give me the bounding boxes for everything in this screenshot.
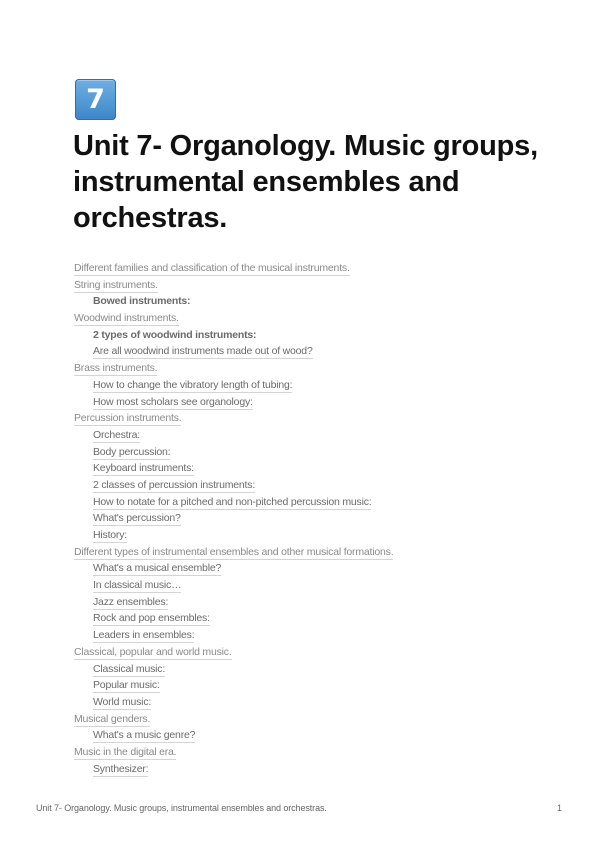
toc-link-text: What's a musical ensemble? [93, 562, 222, 575]
toc-link-text: Woodwind instruments. [74, 312, 179, 325]
toc-link-text: Classical, popular and world music. [74, 645, 232, 658]
toc-link-text: 2 classes of percussion instruments: [93, 478, 256, 491]
toc-subsection-link[interactable] [74, 728, 574, 745]
keycap-seven-icon [75, 79, 116, 120]
toc-link-text: What's percussion? [93, 512, 181, 525]
toc-link-text: Jazz ensembles: [93, 595, 169, 608]
toc-subsection-link[interactable] [74, 395, 574, 412]
toc-subsection-link[interactable] [74, 511, 574, 528]
toc-link-text: Musical genders. [74, 712, 151, 725]
toc-subsection-link[interactable] [74, 478, 574, 495]
toc-section-link[interactable] [74, 745, 574, 762]
toc-subsection-link[interactable] [74, 461, 574, 478]
toc-link-text: How to notate for a pitched and non-pitched percussion music: [93, 495, 372, 508]
keycap-digit: 7 [86, 84, 105, 115]
toc-section-link[interactable] [74, 261, 574, 278]
table-of-contents [74, 261, 574, 778]
toc-section-link[interactable] [74, 645, 574, 662]
toc-link-text: Percussion instruments. [74, 412, 182, 425]
toc-link-text: World music: [93, 695, 152, 708]
toc-link-text: Different types of instrumental ensembles and other musical formations. [74, 545, 394, 558]
toc-link-text: Orchestra: [93, 428, 141, 441]
toc-subsection-link[interactable] [74, 762, 574, 779]
footer-title: Unit 7- Organology. Music groups, instrumental ensembles and orchestras. [36, 803, 327, 813]
toc-link-text: Body percussion: [93, 445, 171, 458]
toc-subsection-link[interactable] [74, 328, 574, 345]
toc-subsection-link[interactable] [74, 495, 574, 512]
toc-subsection-link[interactable] [74, 678, 574, 695]
toc-section-link[interactable] [74, 712, 574, 729]
page-number: 1 [557, 803, 563, 813]
toc-link-text: Rock and pop ensembles: [93, 612, 210, 625]
toc-subsection-link[interactable] [74, 595, 574, 612]
toc-section-link[interactable] [74, 311, 574, 328]
toc-link-text: Classical music: [93, 662, 166, 675]
toc-subsection-link[interactable] [74, 378, 574, 395]
toc-link-text: What's a music genre? [93, 729, 196, 742]
toc-subsection-link[interactable] [74, 344, 574, 361]
toc-section-link[interactable] [74, 545, 574, 562]
toc-link-text: Brass instruments. [74, 362, 158, 375]
toc-subsection-link[interactable] [74, 561, 574, 578]
toc-link-text: Leaders in ensembles: [93, 629, 195, 642]
toc-subsection-link[interactable] [74, 528, 574, 545]
toc-link-text: Keyboard instruments: [93, 462, 194, 475]
toc-subsection-link[interactable] [74, 445, 574, 462]
toc-link-text: Are all woodwind instruments made out of wood? [93, 345, 313, 358]
toc-subsection-link[interactable] [74, 578, 574, 595]
toc-link-text: Popular music: [93, 679, 160, 692]
toc-subsection-link[interactable] [74, 662, 574, 679]
toc-link-text: How most scholars see organology: [93, 395, 253, 408]
toc-subsection-link[interactable] [74, 428, 574, 445]
toc-subsection-link[interactable] [74, 695, 574, 712]
toc-link-text: Synthesizer: [93, 762, 149, 775]
toc-link-text: How to change the vibratory length of tubing: [93, 378, 293, 391]
toc-link-text: History: [93, 529, 127, 541]
toc-section-link[interactable] [74, 411, 574, 428]
toc-link-text: Different families and classification of the musical instruments. [74, 262, 350, 274]
toc-subsection-link[interactable] [74, 294, 574, 311]
page-title: Unit 7- Organology. Music groups, instrumental ensembles and orchestras. [73, 130, 538, 234]
toc-subsection-link[interactable] [74, 611, 574, 628]
toc-section-link[interactable] [74, 361, 574, 378]
toc-section-link[interactable] [74, 278, 574, 295]
toc-link-text: In classical music… [93, 579, 182, 592]
toc-link-text: Music in the digital era. [74, 745, 177, 758]
toc-link-text: 2 types of woodwind instruments: [93, 328, 257, 341]
toc-subsection-link[interactable] [74, 628, 574, 645]
toc-link-text: Bowed instruments: [93, 295, 191, 308]
toc-link-text: String instruments. [74, 278, 158, 291]
